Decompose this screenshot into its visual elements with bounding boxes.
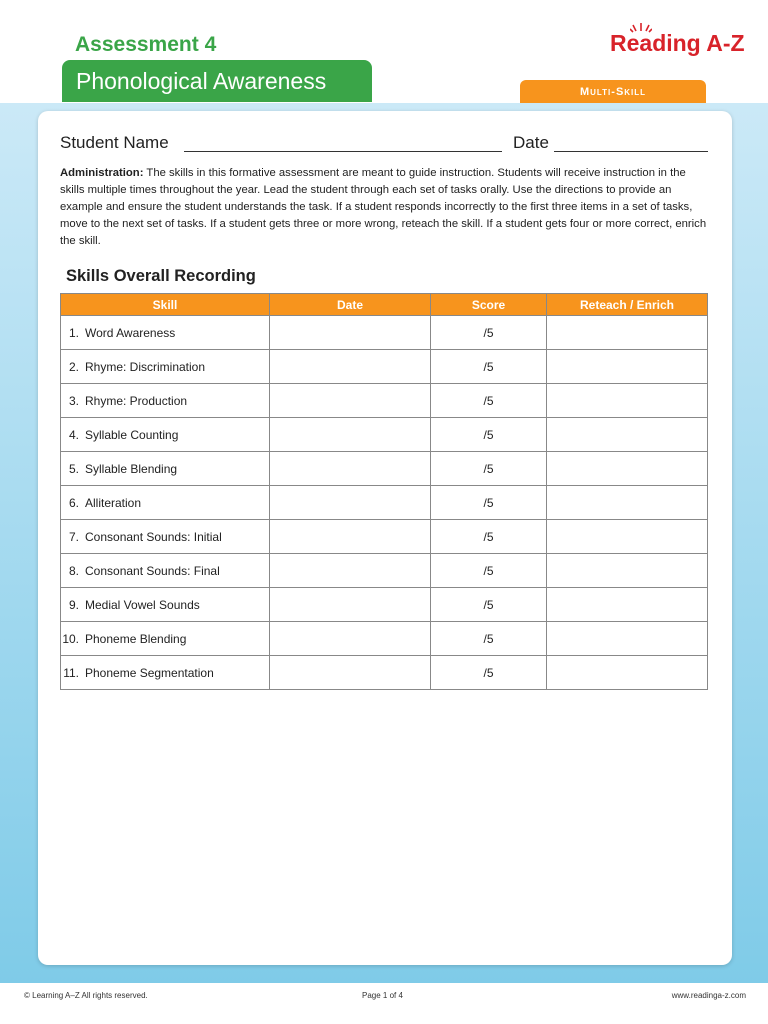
header-date: Date [270, 294, 431, 316]
reteach-enrich-cell[interactable] [547, 520, 708, 554]
score-cell[interactable]: /5 [431, 656, 547, 690]
skill-name: Rhyme: Discrimination [85, 359, 206, 374]
reteach-enrich-cell[interactable] [547, 588, 708, 622]
date-cell[interactable] [270, 656, 431, 690]
footer-website: www.readinga-z.com [671, 991, 746, 1000]
table-row [61, 316, 708, 350]
score-cell[interactable]: /5 [431, 588, 547, 622]
assessment-number: Assessment 4 [75, 33, 217, 56]
table-row [61, 384, 708, 418]
score-cell[interactable]: /5 [431, 520, 547, 554]
skill-name: Alliteration [85, 495, 142, 510]
score-cell[interactable]: /5 [431, 554, 547, 588]
reteach-enrich-cell[interactable] [547, 554, 708, 588]
date-cell[interactable] [270, 486, 431, 520]
date-cell[interactable] [270, 554, 431, 588]
skill-number: 2. [68, 359, 79, 374]
content-card [38, 111, 732, 965]
score-cell[interactable]: /5 [431, 486, 547, 520]
skill-cell [61, 520, 270, 554]
reteach-enrich-cell[interactable] [547, 656, 708, 690]
skill-name: Phoneme Segmentation [85, 665, 214, 680]
skill-cell [61, 656, 270, 690]
skills-recording-table [60, 293, 708, 690]
date-cell[interactable] [270, 452, 431, 486]
date-cell[interactable] [270, 588, 431, 622]
date-cell[interactable] [270, 384, 431, 418]
student-name-line[interactable] [184, 151, 502, 152]
score-cell[interactable]: /5 [431, 418, 547, 452]
footer-copyright: © Learning A–Z All rights reserved. [24, 991, 148, 1000]
skill-name: Syllable Blending [85, 461, 178, 476]
table-row [61, 520, 708, 554]
skill-name: Medial Vowel Sounds [85, 597, 200, 612]
reteach-enrich-cell[interactable] [547, 350, 708, 384]
score-cell[interactable]: /5 [431, 384, 547, 418]
reteach-enrich-cell[interactable] [547, 486, 708, 520]
score-cell[interactable]: /5 [431, 316, 547, 350]
date-cell[interactable] [270, 418, 431, 452]
skill-cell [61, 316, 270, 350]
skill-number: 5. [68, 461, 79, 476]
skill-number: 11. [63, 665, 79, 680]
skill-cell [61, 622, 270, 656]
skill-number: 8. [68, 563, 79, 578]
skill-cell [61, 554, 270, 588]
skill-cell [61, 418, 270, 452]
skill-cell [61, 588, 270, 622]
skill-cell [61, 486, 270, 520]
table-row [61, 350, 708, 384]
reteach-enrich-cell[interactable] [547, 452, 708, 486]
table-header-row [61, 294, 708, 316]
page-title: Phonological Awareness [76, 68, 327, 94]
reading-az-logo: Reading A-Z [610, 30, 745, 56]
multi-skill-tab: Multi-Skill [520, 80, 706, 104]
footer-page-number: Page 1 of 4 [362, 991, 403, 1000]
student-name-label: Student Name [60, 133, 169, 152]
table-row [61, 452, 708, 486]
skill-number: 3. [68, 393, 79, 408]
table-row [61, 588, 708, 622]
reteach-enrich-cell[interactable] [547, 622, 708, 656]
date-label: Date [513, 133, 549, 152]
date-cell[interactable] [270, 520, 431, 554]
date-line[interactable] [554, 151, 708, 152]
skill-cell [61, 452, 270, 486]
skill-number: 10. [62, 631, 79, 646]
administration-label: Administration: [60, 167, 144, 179]
skill-cell [61, 350, 270, 384]
skill-name: Rhyme: Production [85, 393, 188, 408]
score-cell[interactable]: /5 [431, 452, 547, 486]
table-row [61, 622, 708, 656]
skill-number: 1. [68, 325, 79, 340]
skill-number: 6. [68, 495, 79, 510]
section-title: Skills Overall Recording [66, 267, 256, 285]
page-frame [0, 103, 768, 983]
table-row [61, 656, 708, 690]
skill-name: Syllable Counting [85, 427, 179, 442]
date-cell[interactable] [270, 316, 431, 350]
reteach-enrich-cell[interactable] [547, 384, 708, 418]
table-row [61, 486, 708, 520]
table-row [61, 418, 708, 452]
skill-number: 9. [68, 597, 79, 612]
student-info-row [60, 133, 708, 157]
header-skill: Skill [61, 294, 270, 316]
date-cell[interactable] [270, 622, 431, 656]
skill-name: Word Awareness [85, 325, 176, 340]
score-cell[interactable]: /5 [431, 350, 547, 384]
date-cell[interactable] [270, 350, 431, 384]
administration-body: The skills in this formative assessment are meant to guide instruction. Students will receive instruction in the skills multiple times throughout the year. Lead the student through each set of tasks orally. Use the directions to provide an example and ensure the student understands the task. If a student responds incorrectly to the first three items in a set of tasks, move to the next set of tasks. If a student gets three or more wrong, reteach the skill. If a student gets four or more correct, enrich the skill. [60, 167, 707, 247]
header-reteach-enrich: Reteach / Enrich [547, 294, 708, 316]
title-banner [62, 60, 372, 102]
skill-name: Phoneme Blending [85, 631, 187, 646]
reteach-enrich-cell[interactable] [547, 418, 708, 452]
administration-text [60, 165, 710, 250]
skill-name: Consonant Sounds: Initial [85, 529, 222, 544]
table-row [61, 554, 708, 588]
skill-cell [61, 384, 270, 418]
skill-number: 7. [68, 529, 79, 544]
reteach-enrich-cell[interactable] [547, 316, 708, 350]
header-score: Score [431, 294, 547, 316]
skill-number: 4. [68, 427, 79, 442]
score-cell[interactable]: /5 [431, 622, 547, 656]
skill-name: Consonant Sounds: Final [85, 563, 220, 578]
